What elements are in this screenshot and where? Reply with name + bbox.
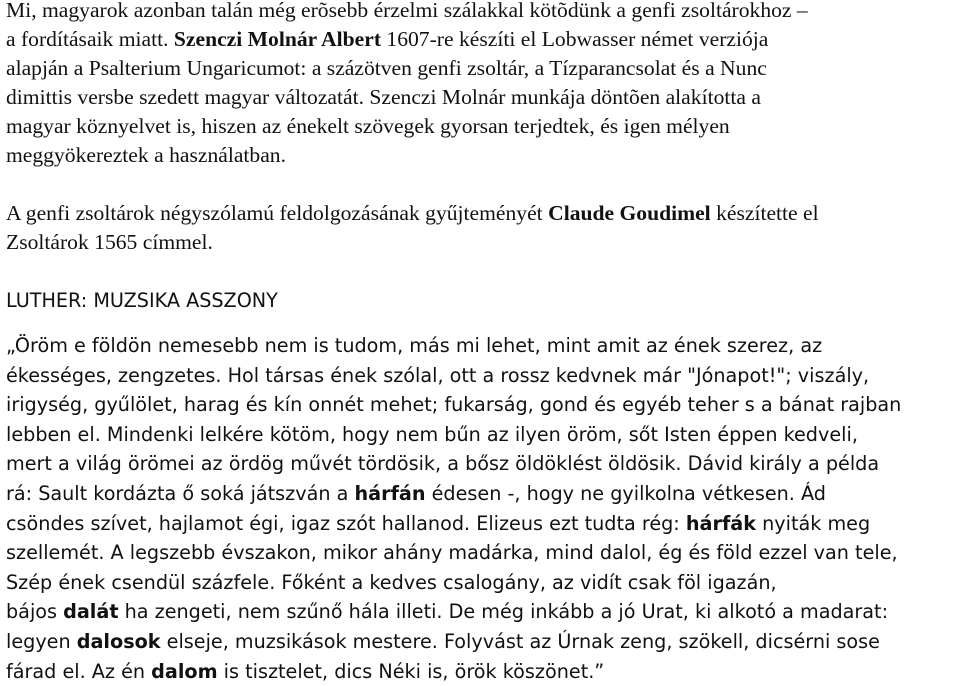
text-run: ha zengeti, nem szűnő hála illeti. De még inkább a jó Urat, ki alkotó a madarat:: [118, 600, 889, 624]
quote-line: [6, 627, 958, 657]
quote-line: [6, 479, 958, 509]
text-run: nyiták meg: [756, 511, 871, 535]
text-run: 1607-re készíti el Lobwasser német verziója: [381, 27, 769, 51]
bold-word-dalosok: dalosok: [76, 629, 161, 653]
text-line: [6, 199, 956, 228]
quote-line: ékességes, zengzetes. Hol társas ének szólal, ott a rossz kedvnek már "Jónapot!"; viszály,: [6, 363, 870, 387]
text-run: fárad el. Az én: [6, 659, 152, 683]
text-line: dimittis versbe szedett magyar változatát. Szenczi Molnár munkája döntõen alakította a: [6, 85, 761, 109]
text-line: alapján a Psalterium Ungaricumot: a százötven genfi zsoltár, a Tízparancsolat és a Nunc: [6, 56, 767, 80]
quote-line: [6, 597, 958, 627]
paragraph-goudimel: [6, 199, 956, 257]
text-run: A genfi zsoltárok négyszólamú feldolgozásának gyűjteményét: [6, 201, 549, 225]
quote-line: [6, 509, 958, 539]
quote-line: „Öröm e földön nemesebb nem is tudom, más mi lehet, mint amit az ének szerez, az: [6, 334, 823, 357]
quote-line: [6, 657, 958, 686]
text-run: édesen -, hogy ne gyilkolna vétkesen. Ád: [425, 481, 826, 505]
bold-word-harfan: hárfán: [354, 481, 426, 505]
text-line: [6, 25, 956, 54]
text-run: legyen: [6, 629, 77, 653]
quote-line: szellemét. A legszebb évszakon, mikor ahány madárka, mind dalol, ég és föld ezzel van tele,: [6, 541, 898, 565]
text-line: magyar köznyelvet is, hiszen az énekelt szövegek gyorsan terjedtek, és igen mélyen: [6, 114, 730, 138]
quote-line: mert a világ örömei az ördög művét tördösik, a bősz öldöklést öldösik. Dávid király a példa: [6, 452, 880, 476]
luther-quote: [6, 331, 958, 686]
text-line: Mi, magyarok azonban talán még erõsebb érzelmi szálakkal kötõdünk a genfi zsoltárokhoz –: [6, 0, 808, 22]
quote-line: irigység, gyűlölet, harag és kín onnét mehet; fukarság, gond és egyéb teher s a bánat rajban: [6, 393, 902, 417]
text-run: a fordításaik miatt.: [6, 27, 174, 51]
text-line: meggyökereztek a használatban.: [6, 143, 286, 167]
section-heading: LUTHER: MUZSIKA ASSZONY: [6, 289, 278, 312]
text-run: rá: Sault kordázta ő soká játszván a: [6, 481, 355, 505]
text-line: Zsoltárok 1565 címmel.: [6, 230, 213, 254]
text-run: is tisztelet, dics Néki is, örök köszönet.”: [217, 659, 605, 683]
bold-word-dalat: dalát: [63, 600, 119, 624]
text-run: készítette el: [710, 201, 819, 225]
paragraph-genf-psalms: [6, 0, 956, 170]
quote-line: Szép ének csendül százfele. Főként a kedves csalogány, az vidít csak föl igazán,: [6, 570, 777, 594]
author-name-goudimel: Claude Goudimel: [548, 201, 711, 225]
bold-word-dalom: dalom: [151, 659, 218, 683]
text-run: csöndes szívet, hajlamot égi, igaz szót hallanod. Elizeus ezt tudta rég:: [6, 511, 686, 535]
text-run: bájos: [6, 600, 64, 624]
author-name-szenczi: Szenczi Molnár Albert: [173, 27, 382, 51]
quote-line: lebben el. Mindenki lelkére kötöm, hogy nem bűn az ilyen öröm, sőt Isten éppen kedveli,: [6, 422, 858, 446]
text-run: elseje, muzsikások mestere. Folyvást az Úrnak zeng, szökell, dicsérni sose: [160, 629, 880, 653]
bold-word-harfak: hárfák: [685, 511, 757, 535]
